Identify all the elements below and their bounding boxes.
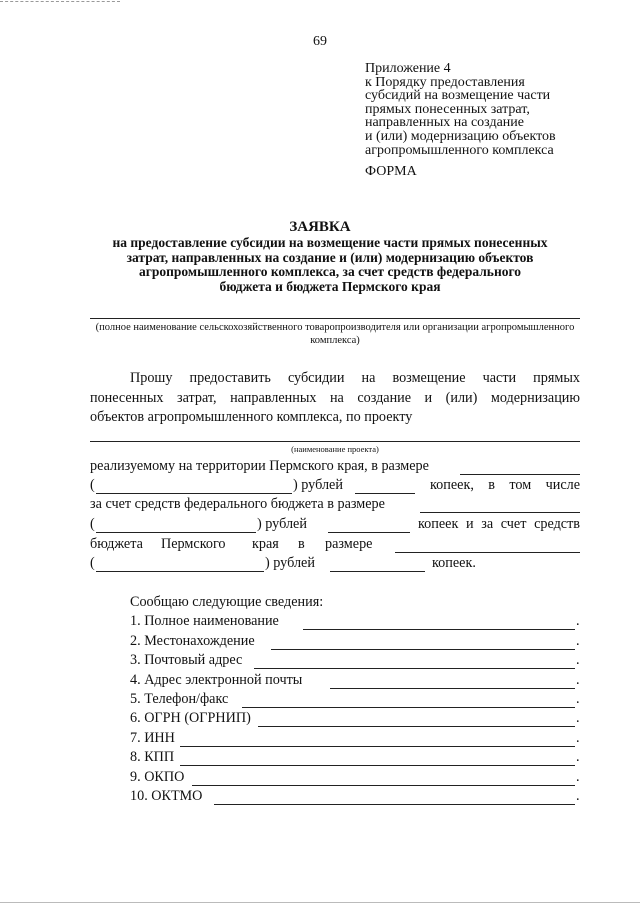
applicant-name-hint: (полное наименование сельскохозяйственного товаропроизводителя или организации агропромышленного комплекса) (95, 322, 575, 346)
document-title: ЗАЯВКА (289, 219, 351, 235)
appendix-line: Приложение 4 (365, 61, 451, 76)
implemented-text: реализуемому на территории Пермского края, в размере (90, 458, 429, 474)
info-item-ogrn (130, 710, 580, 730)
info-item-label: 6. ОГРН (ОГРНИП) (130, 710, 251, 726)
info-item-end: . (576, 613, 580, 629)
info-item-end: . (576, 633, 580, 649)
info-item-label: 9. ОКПО (130, 769, 185, 785)
info-item-label: 7. ИНН (130, 730, 175, 746)
kopecks-regional-text: копеек и за счет средств (418, 516, 580, 532)
request-line: Прошу предоставить субсидии на возмещение части прямых (130, 370, 580, 386)
rubles-text: ) рублей (293, 477, 343, 493)
appendix-line: агропромышленного комплекса (365, 142, 554, 158)
info-item-label: 3. Почтовый адрес (130, 652, 243, 668)
scan-edge-bottom (0, 902, 640, 903)
appendix-line: к Порядку предоставления (365, 74, 525, 90)
appendix-line: субсидий на возмещение части (365, 88, 551, 104)
regional-word: бюджета (90, 536, 143, 552)
postal-address-field[interactable] (254, 668, 575, 669)
email-field[interactable] (330, 688, 575, 689)
info-item-label: 8. КПП (130, 749, 175, 765)
kpp-field[interactable] (180, 765, 575, 766)
regional-word: Пермского (161, 536, 226, 552)
appendix-line: прямых понесенных затрат, (365, 101, 530, 117)
document-subtitle (80, 236, 580, 294)
location-field[interactable] (271, 649, 575, 650)
rubles-text: ) рублей (265, 555, 315, 571)
regional-amount-digits-field[interactable] (395, 552, 580, 553)
regional-kopecks-field[interactable] (330, 571, 425, 572)
form-label: ФОРМА (365, 164, 417, 179)
subtitle-line: бюджета и бюджета Пермского края (219, 278, 441, 294)
total-amount-digits-field[interactable] (460, 474, 580, 475)
info-item-end: . (576, 788, 580, 804)
inn-field[interactable] (180, 746, 575, 747)
info-item-end: . (576, 749, 580, 765)
subtitle-line: на предоставление субсидии на возмещение части прямых понесенных (112, 235, 548, 250)
info-item-end: . (576, 769, 580, 785)
info-item-end: . (576, 710, 580, 726)
info-item-label: 2. Местонахождение (130, 633, 255, 649)
info-item-okpo (130, 769, 580, 789)
info-item-oktmo (130, 788, 580, 808)
scan-edge-top (0, 1, 120, 2)
info-item-end: . (576, 672, 580, 688)
appendix-line: направленных на создание (365, 115, 524, 131)
info-item-postal-address (130, 652, 580, 672)
regional-word: в (298, 536, 305, 552)
full-name-field[interactable] (303, 629, 575, 630)
info-intro: Сообщаю следующие сведения: (130, 594, 324, 610)
rubles-text: ) рублей (257, 516, 307, 532)
info-item-end: . (576, 652, 580, 668)
okpo-field[interactable] (192, 785, 575, 786)
info-item-end: . (576, 691, 580, 707)
open-paren: ( (90, 516, 95, 532)
open-paren: ( (90, 555, 95, 571)
info-item-email (130, 672, 580, 692)
info-item-location (130, 633, 580, 653)
regional-word: размере (325, 536, 373, 552)
ogrn-field[interactable] (258, 726, 575, 727)
total-rubles-words-field[interactable] (96, 493, 292, 494)
info-item-label: 1. Полное наименование (130, 613, 279, 629)
info-item-label: 4. Адрес электронной почты (130, 672, 303, 688)
info-item-label: 5. Телефон/факс (130, 691, 229, 707)
project-name-hint: (наименование проекта) (291, 444, 379, 454)
applicant-name-field[interactable] (90, 318, 580, 319)
phone-fax-field[interactable] (242, 707, 575, 708)
info-item-kpp (130, 749, 580, 769)
info-item-phone-fax (130, 691, 580, 711)
kopecks-end-text: копеек. (432, 555, 476, 571)
info-item-full-name (130, 613, 580, 633)
appendix-line: и (или) модернизацию объектов (365, 128, 556, 144)
kopecks-including-text: копеек, в том числе (430, 477, 580, 493)
request-line: понесенных затрат, направленных на создание и (или) модернизацию (90, 389, 580, 406)
project-name-field[interactable] (90, 441, 580, 442)
regional-word: края (252, 536, 279, 552)
federal-kopecks-field[interactable] (328, 532, 410, 533)
regional-rubles-words-field[interactable] (96, 571, 264, 572)
subtitle-line: агропромышленного комплекса, за счет средств федерального (138, 264, 522, 279)
federal-rubles-words-field[interactable] (96, 532, 256, 533)
page-number: 69 (313, 34, 327, 49)
open-paren: ( (90, 477, 95, 493)
request-paragraph (90, 369, 580, 428)
info-item-end: . (576, 730, 580, 746)
info-item-label: 10. ОКТМО (130, 788, 203, 804)
federal-amount-digits-field[interactable] (420, 512, 580, 513)
total-kopecks-field[interactable] (355, 493, 415, 494)
subtitle-line: затрат, направленных на создание и (или) модернизацию объектов (126, 249, 534, 265)
info-item-inn (130, 730, 580, 750)
federal-text: за счет средств федерального бюджета в размере (90, 496, 385, 512)
appendix-block (365, 62, 556, 157)
request-line: объектов агропромышленного комплекса, по проекту (90, 409, 413, 425)
oktmo-field[interactable] (214, 804, 575, 805)
